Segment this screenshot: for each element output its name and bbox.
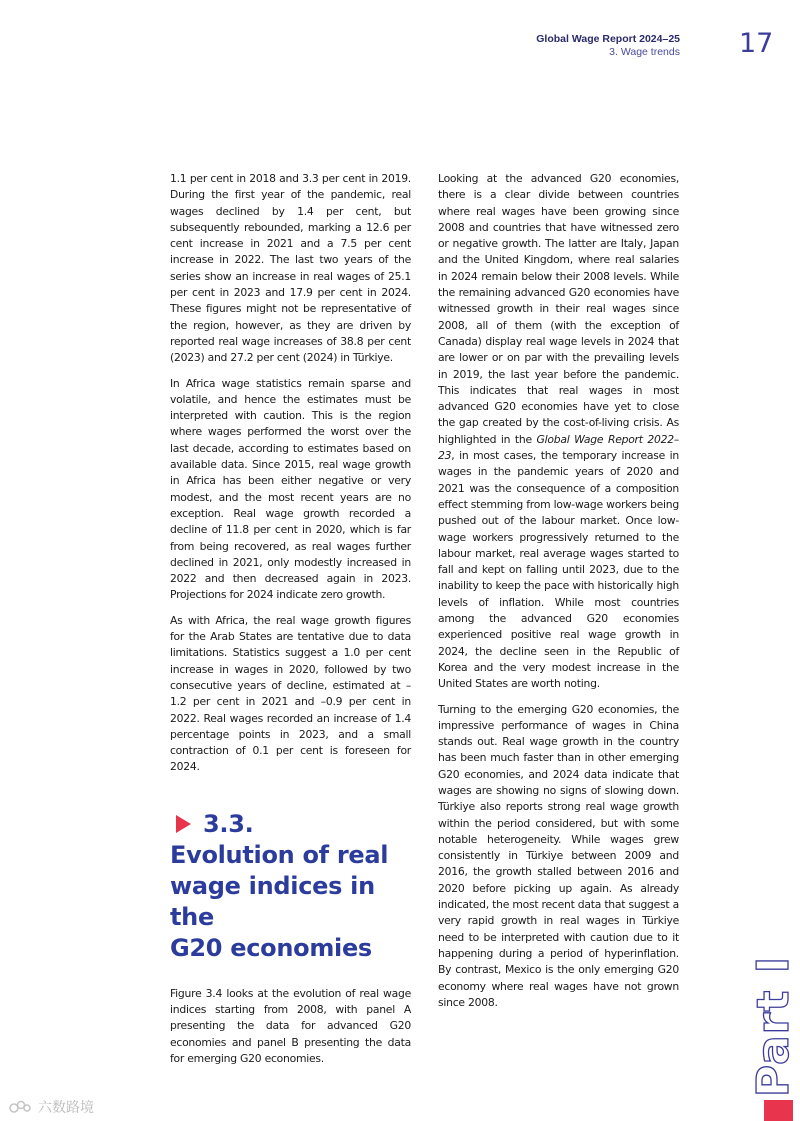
report-citation: Global Wage Report 2022–23 xyxy=(438,432,680,463)
paragraph: As with Africa, the real wage growth figures for the Arab States are tentative due to data limitations. Statistics suggest a 1.0 per cent increase in wages in 2020, followed by two consecutive years of decline, estimated at –1.2 per cent in 2021 and –0.9 per cent in 2022. Real wages recorded an increase of 1.4 percentage points in 2023, and a small contraction of 0.1 per cent is foreseen for 2024. xyxy=(170,613,411,774)
watermark-text: 六数路境 xyxy=(38,1100,94,1116)
watermark xyxy=(8,1097,94,1117)
paragraph: Turning to the emerging G20 economies, the impressive performance of wages in China stands out. Real wage growth in the country has been much faster than in other emerging G20 economies, and 2024 data indicate that wages are showing no signs of slowing down. Türkiye also reports strong real wage growth within the period considered, but with some notable heterogeneity. While wages grew consistently in Türkiye between 2009 and 2016, the growth stalled between 2016 and 2020 before picking up again. As already indicated, the most recent data that suggest a very rapid growth in real wages in Türkiye need to be interpreted with caution due to it happening during a period of hyperinflation. By contrast, Mexico is the only emerging G20 economy where real wages have not grown since 2008. xyxy=(438,702,679,1009)
paragraph xyxy=(438,171,679,693)
triangle-marker-icon xyxy=(176,815,191,833)
paragraph-text: Looking at the advanced G20 economies, there is a clear divide between countries where real wages have been growing since 2008 and countries that have witnessed zero or negative growth. The latter are Italy, Japan and the United Kingdom, where real salaries in 2024 remain below their 2008 levels. While the remaining advanced G20 economies have witnessed growth in their real wages since 2008, all of them (with the exception of Canada) display real wage levels in 2024 that are lower or on par with the prevailing levels in 2019, the last year before the pandemic. This indicates that real wages in most advanced G20 economies have yet to close the gap created by the cost-of-living crisis. As highlighted in the xyxy=(438,172,679,446)
paragraph: 1.1 per cent in 2018 and 3.3 per cent in 2019. During the first year of the pandemic, real wages declined by 1.4 per cent, but subsequently rebounded, marking a 12.6 per cent increase in 2021 and a 7.5 per cent increase in 2022. The last two years of the series show an increase in real wages of 25.1 per cent in 2023 and 17.9 per cent in 2024. These figures might not be representative of the region, however, as they are driven by reported real wage increases of 38.8 per cent (2023) and 27.2 per cent (2024) in Türkiye. xyxy=(170,172,411,365)
section-heading xyxy=(170,809,411,964)
right-column xyxy=(438,171,679,1020)
part-side-tab xyxy=(748,955,800,1097)
watermark-logo-icon xyxy=(8,1099,32,1115)
section-title: 3. Wage trends xyxy=(609,46,680,58)
report-title: Global Wage Report 2024–25 xyxy=(536,33,680,45)
section-heading-line: G20 economies xyxy=(170,933,372,962)
section-heading-line: Evolution of real xyxy=(170,840,389,869)
part-color-block xyxy=(764,1100,793,1121)
left-column xyxy=(170,171,411,1076)
paragraph: In Africa wage statistics remain sparse and volatile, and hence the estimates must be interpreted with caution. This is the region where wages performed the worst over the last decade, according to estimates based on available data. Since 2015, real wage growth in Africa has been either negative or very modest, and the most recent years are no exception. Real wage growth recorded a decline of 11.8 per cent in 2020, which is far from being recovered, as real wages further declined in 2021, only modestly increased in 2022 and then decreased again in 2023. Projections for 2024 indicate zero growth. xyxy=(170,376,411,602)
running-header xyxy=(536,33,680,59)
section-heading-line: wage indices in the xyxy=(170,871,375,931)
paragraph-text: , in most cases, the temporary increase in wages in the pandemic years of 2020 and 2021 was the consequence of a composition effect stemming from low-wage workers being pushed out of the labour market. Once low-wage workers progressively returned to the labour market, real average wages started to fall and kept on falling until 2023, due to the inability to keep the pace with historically high levels of inflation. While most countries among the advanced G20 economies experienced positive real wage growth in 2024, the decline seen in the Republic of Korea and the very modest increase in the United States are worth noting. xyxy=(438,449,679,691)
paragraph: Figure 3.4 looks at the evolution of real wage indices starting from 2008, with panel A presenting the data for advanced G20 economies and panel B presenting the data for emerging G20 economies. xyxy=(170,986,411,1065)
part-label: Part I xyxy=(748,955,800,1097)
page-number: 17 xyxy=(739,28,774,59)
section-heading-number: 3.3. xyxy=(203,809,254,838)
